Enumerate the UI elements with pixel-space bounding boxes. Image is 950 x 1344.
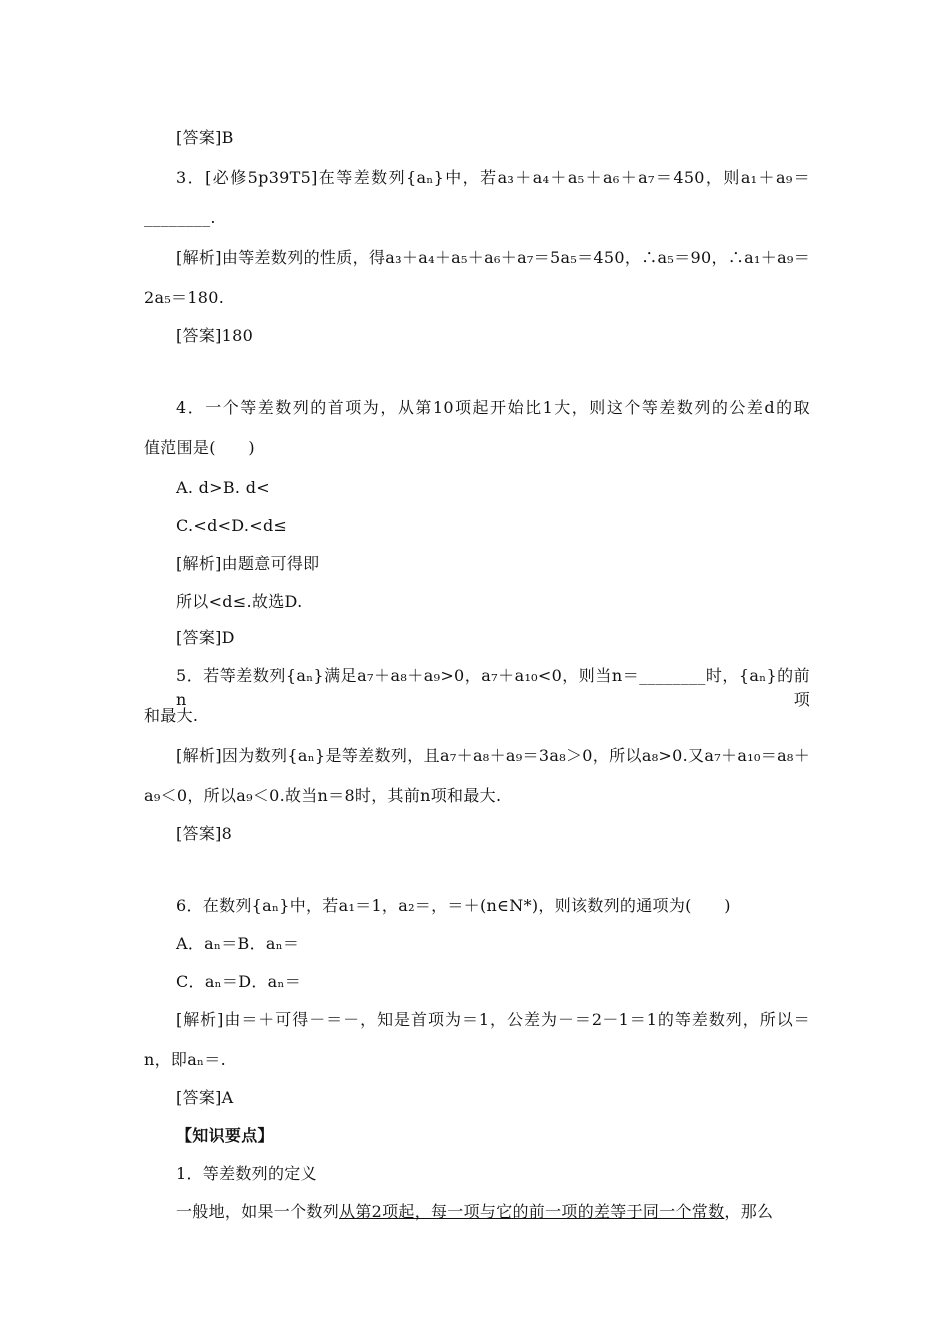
question-5-line-1: 5．若等差数列{aₙ}满足a₇＋a₈＋a₉>0，a₇＋a₁₀<0，则当n＝________时，{aₙ}的前n项 bbox=[176, 666, 810, 709]
question-6-line-1: 6．在数列{aₙ}中，若a₁＝1，a₂＝，＝＋(n∈N*)，则该数列的通项为( ) bbox=[176, 896, 731, 915]
analysis-6-line-2: n，即aₙ＝. bbox=[144, 1050, 226, 1069]
question-4-options-ab: A. d>B. d< bbox=[176, 478, 270, 497]
question-4-line-2: 值范围是( ) bbox=[144, 438, 255, 457]
question-6-options-ab: A．aₙ＝B．aₙ＝ bbox=[176, 934, 300, 953]
analysis-6-line-1: [解析]由＝＋可得－＝－，知是首项为＝1，公差为－＝2－1＝1的等差数列，所以＝ bbox=[176, 1010, 810, 1029]
answer-3: [答案]180 bbox=[176, 326, 254, 345]
answer-5: [答案]8 bbox=[176, 824, 233, 843]
question-3-blank: ________. bbox=[144, 208, 216, 227]
question-3-line-1: 3．[必修5p39T5]在等差数列{aₙ}中，若a₃＋a₄＋a₅＋a₆＋a₇＝450，则a₁＋a₉＝ bbox=[176, 168, 810, 187]
question-4-options-cd: C.<d<D.<d≤ bbox=[176, 516, 288, 535]
definition-text-a: 一般地，如果一个数列 bbox=[176, 1202, 340, 1221]
answer-6: [答案]A bbox=[176, 1088, 234, 1107]
analysis-4-line-1: [解析]由题意可得即 bbox=[176, 554, 320, 573]
analysis-4-line-2: 所以<d≤.故选D. bbox=[176, 592, 303, 611]
analysis-5-line-2: a₉＜0，所以a₉＜0.故当n＝8时，其前n项和最大. bbox=[144, 786, 502, 805]
analysis-3-line-2: 2a₅＝180. bbox=[144, 288, 225, 307]
knowledge-points-heading: 【知识要点】 bbox=[176, 1126, 274, 1145]
definition-line-1 bbox=[176, 1200, 810, 1224]
answer-4: [答案]D bbox=[176, 628, 235, 647]
analysis-3-line-1: [解析]由等差数列的性质，得a₃＋a₄＋a₅＋a₆＋a₇＝5a₅＝450，∴a₅＝90，∴a₁＋a₉＝ bbox=[176, 248, 810, 267]
question-4-line-1: 4．一个等差数列的首项为，从第10项起开始比1大，则这个等差数列的公差d的取 bbox=[176, 398, 810, 417]
question-6-options-cd: C．aₙ＝D．aₙ＝ bbox=[176, 972, 301, 991]
answer-line-1: [答案]B bbox=[176, 128, 234, 147]
definition-heading: 1．等差数列的定义 bbox=[176, 1164, 317, 1183]
definition-underlined: 从第2项起，每一项与它的前一项的差等于同一个常数 bbox=[339, 1202, 725, 1221]
definition-text-c: ，那么 bbox=[724, 1202, 774, 1221]
analysis-5-line-1: [解析]因为数列{aₙ}是等差数列，且a₇＋a₈＋a₉＝3a₈＞0，所以a₈>0.又a₇＋a₁₀＝a₈＋ bbox=[176, 746, 810, 765]
question-5-line-2: 和最大. bbox=[144, 706, 199, 725]
